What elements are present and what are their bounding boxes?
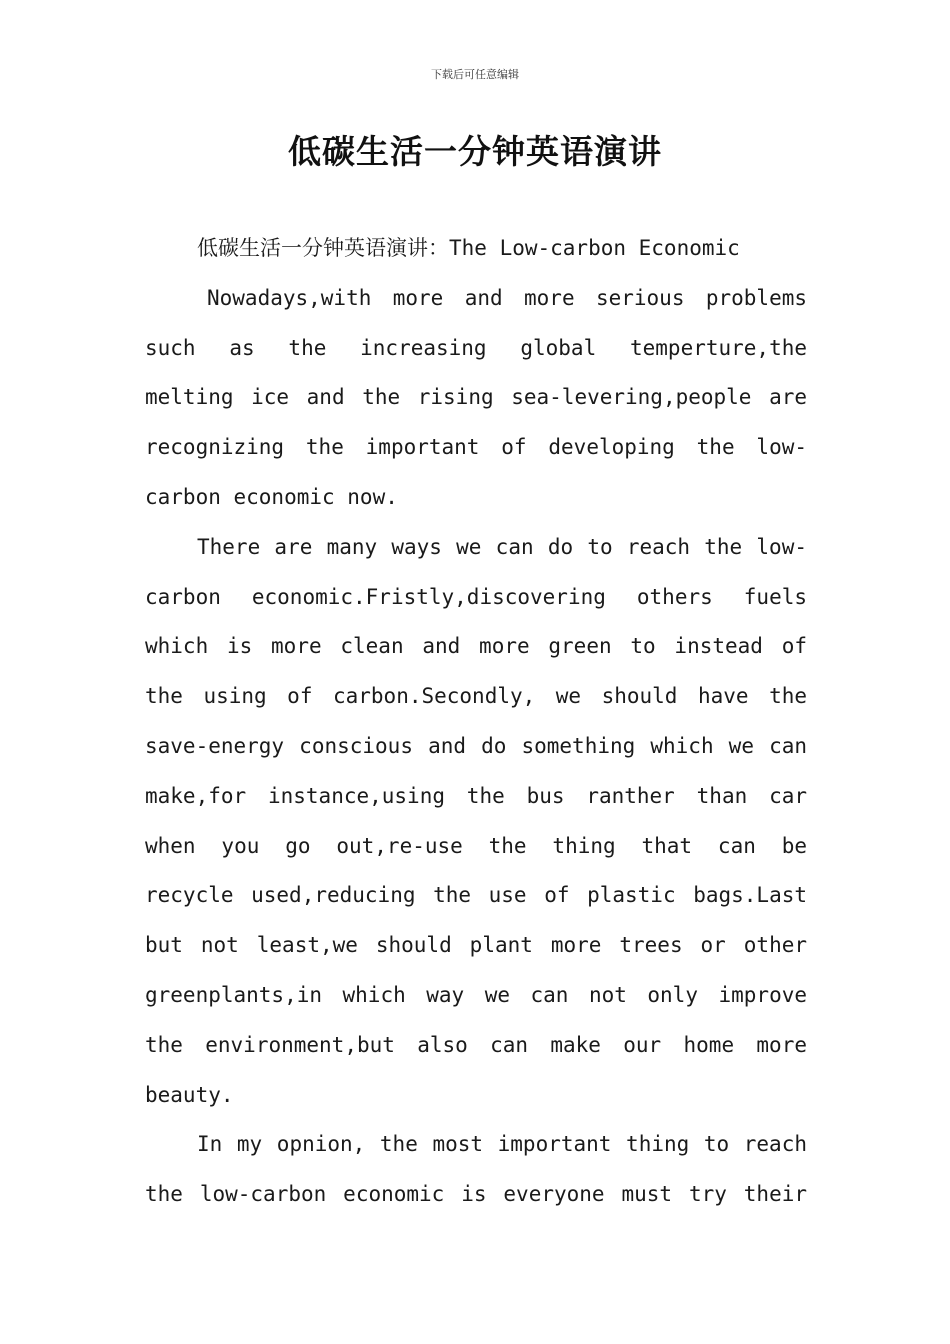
- paragraph-ways: [145, 523, 807, 1121]
- intro-paragraph: [145, 224, 807, 274]
- text-line: recycle used,reducing the use of plastic bags.Last: [145, 883, 807, 908]
- text-line: Nowadays,with more and more serious problems: [207, 285, 807, 310]
- text-line: such as the increasing global temperture,the: [145, 335, 807, 360]
- text-line: In my opnion, the most important thing to reach: [197, 1132, 807, 1157]
- paragraph-nowadays: [145, 274, 807, 523]
- text-line: recognizing the important of developing the low-: [145, 435, 807, 460]
- text-line: There are many ways we can do to reach the low-: [197, 534, 807, 559]
- text-line: melting ice and the rising sea-levering,people are: [145, 385, 807, 410]
- text-line: beauty.: [145, 1082, 234, 1107]
- text-line: carbon economic now.: [145, 484, 398, 509]
- text-line: when you go out,re-use the thing that can be: [145, 833, 807, 858]
- text-line: the using of carbon.Secondly, we should have the: [145, 684, 807, 709]
- paragraph-opinion: [145, 1120, 807, 1220]
- document-body: [145, 224, 807, 1220]
- text-line: the low-carbon economic is everyone must try their: [145, 1182, 807, 1207]
- text-line: but not least,we should plant more trees or other: [145, 933, 807, 958]
- text-line: which is more clean and more green to instead of: [145, 634, 807, 659]
- header-note: 下载后可任意编辑: [431, 68, 519, 81]
- text-line: carbon economic.Fristly,discovering others fuels: [145, 584, 807, 609]
- text-line: 低碳生活一分钟英语演讲：The Low-carbon Economic: [197, 236, 740, 260]
- text-line: save-energy conscious and do something which we can: [145, 733, 807, 758]
- page-title: 低碳生活一分钟英语演讲: [288, 132, 662, 171]
- text-line: make,for instance,using the bus ranther than car: [145, 783, 807, 808]
- text-line: greenplants,in which way we can not only improve: [145, 982, 807, 1007]
- text-line: the environment,but also can make our home more: [145, 1032, 807, 1057]
